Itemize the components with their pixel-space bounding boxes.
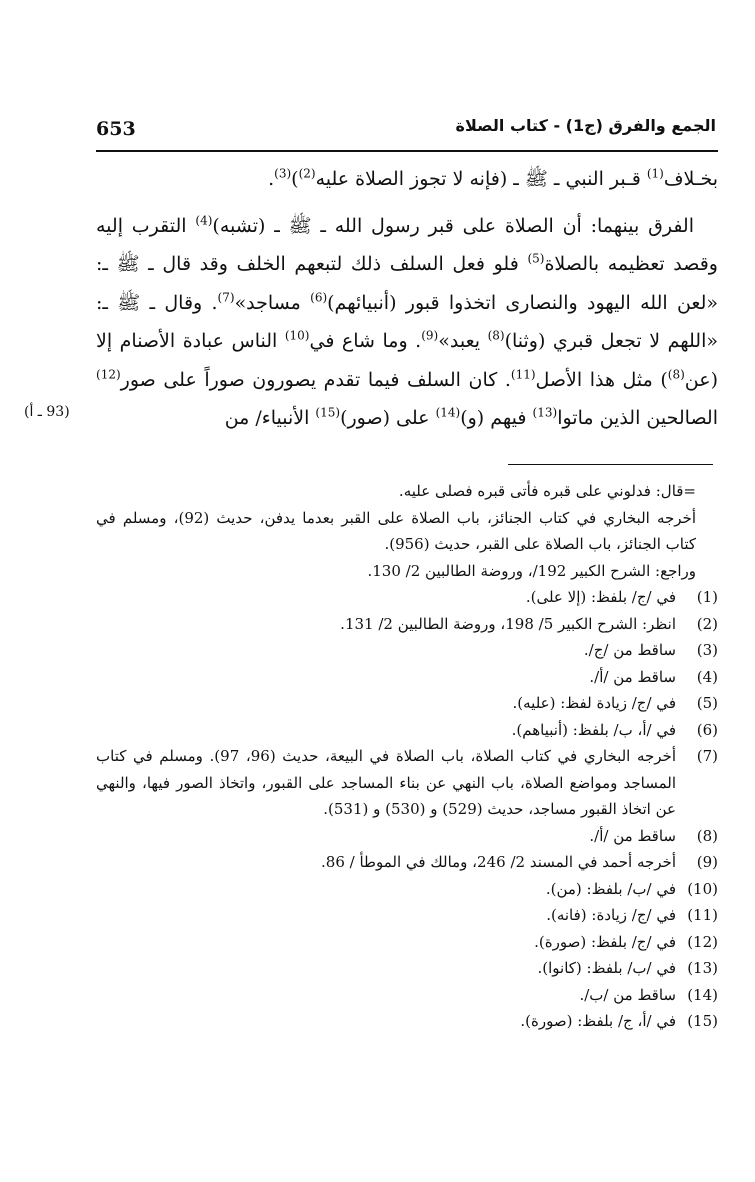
running-title: الجمع والفرق (ج1) - كتاب الصلاة: [455, 116, 716, 135]
footnote-item: [96, 823, 718, 850]
footnote-number: (14): [687, 985, 718, 1004]
footnote-continuation-line: =قال: فدلوني على قبره فأتى قبره فصلى عليه.: [398, 482, 696, 500]
text-run: .: [268, 168, 275, 190]
footnote-continuation-line: وراجع: الشرح الكبير 192/، وروضة الطالبين 2/ 130.: [367, 561, 696, 580]
text-run: الناس عبادة الأصنام إلا (عن: [96, 330, 719, 391]
footnote-ref: (2): [298, 166, 316, 181]
footnote-number: (4): [696, 667, 718, 686]
main-paragraph-difference: [96, 207, 718, 438]
footnote-text: في /أ، ب/ بلفظ: (أنبياهم).: [511, 720, 676, 739]
main-line-1: [96, 160, 718, 199]
text-run: فلو فعل السلف ذلك لتبعهم الخلف وقد قال ـ ﷺ ـ: «لعن الله اليهود والنصارى اتخذوا قبور (أنبيائهم): [96, 253, 718, 314]
footnote-text: في /ب/ بلفظ: (من).: [545, 879, 676, 898]
footnote-item: [96, 717, 718, 744]
footnote-item: [96, 876, 718, 903]
footnote-text: أخرجه البخاري في كتاب الصلاة، باب الصلاة في البيعة، حديث (96، 97). ومسلم في كتاب المساجد ومواضع الصلاة، باب النهي عن بناء المساجد على القبور، واتخاذ الصور فيها، والنهي عن اتخاذ القبور مساجد، حديث (529) و (530) و (531).: [96, 747, 677, 818]
footnote-number: (12): [687, 932, 718, 951]
page-number: 653: [96, 118, 136, 140]
text-run: ) مثل هذا الأصل: [535, 368, 668, 391]
footnote-item: [96, 929, 718, 956]
header-rule: [96, 150, 718, 152]
footnote-item: [96, 743, 718, 823]
footnote-text: في /ج/ زيادة لفظ: (عليه).: [512, 694, 676, 712]
footnote-number: (6): [696, 720, 718, 739]
text-run: الصالحين الذين ماتوا: [557, 407, 718, 429]
page-header: [96, 112, 716, 146]
text-run: ): [291, 168, 299, 190]
footnote-number: (13): [687, 959, 718, 977]
footnote-text: في /ج/ زيادة: (فانه).: [546, 906, 676, 924]
footnote-ref: (13): [532, 405, 558, 420]
footnote-item: [96, 955, 718, 982]
text-run: يعبد»: [438, 330, 488, 352]
footnote-item: [96, 690, 718, 717]
footnote-ref: (14): [435, 405, 461, 420]
footnote-number: (8): [696, 826, 718, 845]
footnote-ref: (15): [315, 405, 341, 420]
footnote-number: (9): [696, 853, 718, 871]
footnote-ref: (10): [284, 328, 310, 343]
footnote-item: [96, 637, 718, 664]
footnote-ref: (11): [510, 367, 536, 382]
text-run: مساجد»: [234, 291, 311, 314]
text-run: فيهم (و): [460, 407, 533, 429]
footnote-text: في /ج/ بلفظ: (صورة).: [534, 932, 676, 951]
manuscript-folio-marker: (93 ـ أ): [24, 404, 70, 420]
footnote-number: (3): [696, 641, 718, 659]
footnote-text: ساقط من /أ/.: [589, 826, 676, 845]
footnote-number: (5): [696, 694, 718, 712]
footnote-text: ساقط من /ب/.: [579, 985, 676, 1004]
text-run: قـبر النبي ـ ﷺ ـ (فإنه لا تجوز الصلاة عليه: [315, 168, 647, 190]
footnotes: [96, 478, 718, 1035]
footnote-text: في /ج/ بلفظ: (إلا على).: [525, 588, 676, 606]
footnote-item: [96, 611, 718, 638]
text-run: على (صور): [340, 407, 436, 429]
footnote-text: في /أ، ج/ بلفظ: (صورة).: [520, 1012, 676, 1030]
footnote-number: (11): [687, 906, 718, 924]
footnote-ref: (12): [96, 367, 121, 382]
text-run: الأنبياء/ من: [224, 407, 316, 429]
footnote-text: أخرجه أحمد في المسند 2/ 246، ومالك في الموطأ / 86.: [321, 853, 676, 871]
text-run: بخـلاف: [663, 168, 718, 190]
footnote-item: [96, 664, 718, 691]
footnote-item: [96, 584, 718, 611]
footnote-number: (15): [687, 1012, 718, 1030]
main-text: [96, 160, 718, 438]
footnote-ref: (9): [421, 328, 439, 343]
footnote-item: [96, 1008, 718, 1035]
footnote-number: (1): [696, 588, 718, 606]
footnote-ref: (8): [487, 328, 505, 343]
footnote-ref: (4): [195, 213, 213, 228]
footnote-text: ساقط من /ج/.: [583, 641, 676, 659]
footnote-text: انظر: الشرح الكبير 5/ 198، وروضة الطالبين 2/ 131.: [340, 614, 676, 633]
footnote-text: في /ب/ بلفظ: (كانوا).: [537, 959, 676, 977]
footnote-ref: (1): [646, 166, 664, 181]
footnote-ref: (8): [667, 367, 685, 382]
footnote-separator: [508, 464, 713, 465]
footnote-item: [96, 902, 718, 929]
text-run: التقرب إليه وقصد تعظيمه بالصلاة: [96, 214, 718, 275]
text-run: . وقال ـ ﷺ ـ: «اللهم لا تجعل قبري (وثنا): [96, 291, 719, 352]
text-run: . كان السلف فيما تقدم يصورون صوراً على صور: [120, 368, 511, 391]
footnote-number: (10): [687, 879, 718, 898]
footnote-item: [96, 849, 718, 876]
footnote-number: (7): [696, 747, 718, 765]
footnote-ref: (7): [217, 290, 235, 305]
footnote-ref: (6): [310, 290, 328, 305]
footnote-ref: (5): [527, 251, 545, 266]
text-run: الفرق بينهما: أن الصلاة على قبر رسول الله ـ ﷺ ـ (تشبه): [212, 214, 694, 237]
footnote-number: (2): [696, 614, 718, 633]
footnote-item: [96, 982, 718, 1009]
footnote-text: ساقط من /أ/.: [589, 667, 676, 686]
footnote-continuation-line: أخرجه البخاري في كتاب الجنائز، باب الصلاة على القبر بعدما يدفن، حديث (92)، ومسلم في كتاب الجنائز، باب الصلاة على القبر، حديث (956).: [96, 508, 697, 553]
footnote-ref: (3): [274, 166, 292, 181]
text-run: . وما شاع في: [309, 330, 422, 352]
